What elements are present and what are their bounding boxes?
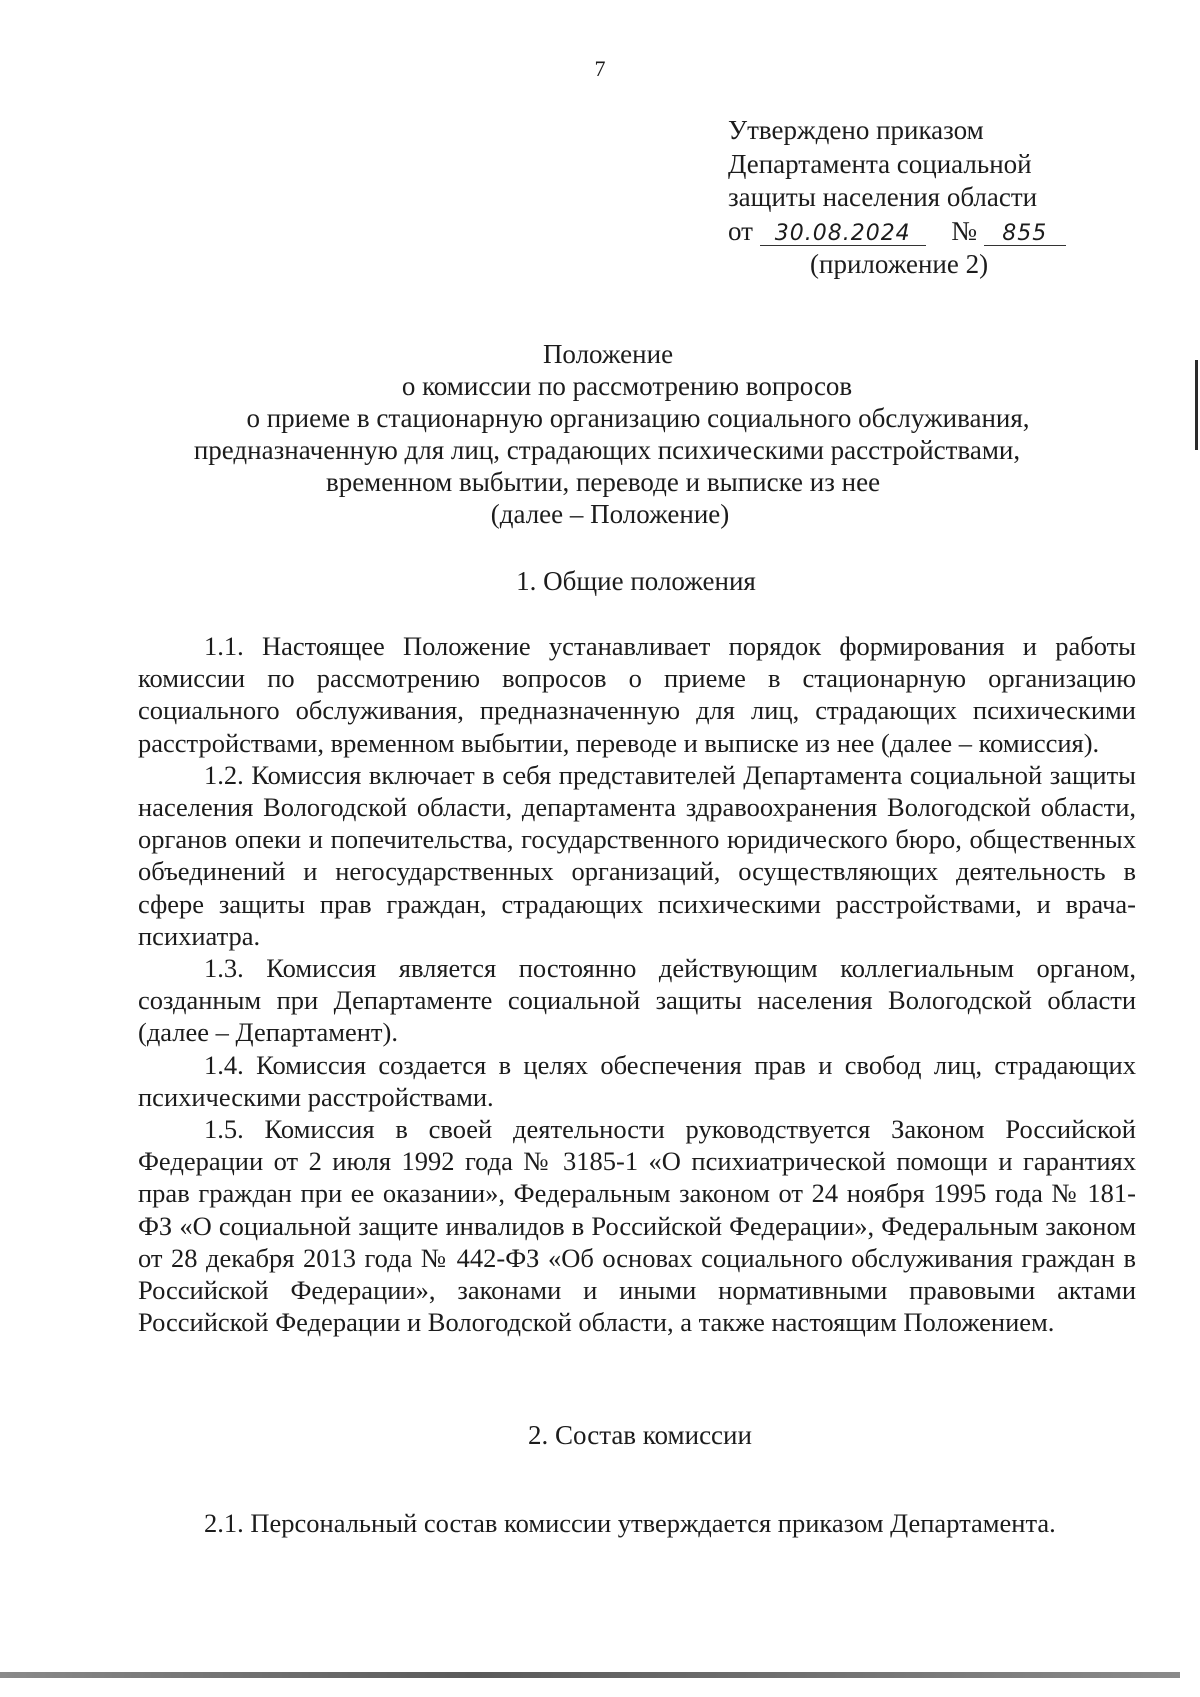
document-title bbox=[0, 338, 1200, 530]
approval-line-3: защиты населения области bbox=[728, 182, 1038, 212]
title-line-6: (далее – Положение) bbox=[490, 499, 730, 529]
appendix-label: (приложение 2) bbox=[810, 249, 989, 279]
approval-line-2: Департамента социальной bbox=[728, 148, 1032, 179]
paragraph-1-5: 1.5. Комиссия в своей деятельности руководствуется Законом Российской Федерации от 2 июля 1992 года № 3185-1 «О психиатрической помощи и гарантиях прав граждан при ее оказании», Федеральным законом от 24 ноября 1995 года № 181-ФЗ «О социальной защите инвалидов в Российской Федерации», Федеральным законом от 28 декабря 2013 года № 442-ФЗ «Об основах социального обслуживания граждан в Российской Федерации», законами и иными нормативными правовыми актами Российской Федерации и Вологодской области, а также настоящим Положением. bbox=[138, 1114, 1136, 1338]
title-line-1: Положение bbox=[542, 339, 674, 369]
approval-line-1: Утверждено приказом bbox=[728, 115, 984, 145]
paragraph-1-3: 1.3. Комиссия является постоянно действующим коллегиальным органом, созданным при Департаменте социальной защиты населения Вологодской области (далее – Департамент). bbox=[138, 953, 1136, 1048]
scan-bottom-shadow bbox=[0, 1672, 1180, 1678]
paragraph-1-4: 1.4. Комиссия создается в целях обеспечения прав и свобод лиц, страдающих психическими расстройствами. bbox=[138, 1049, 1136, 1112]
section-1-body bbox=[138, 630, 1136, 1338]
from-label: от bbox=[728, 215, 753, 246]
paragraph-1-1: 1.1. Настоящее Положение устанавливает порядок формирования и работы комиссии по рассмотрению вопросов о приеме в стационарную организацию социального обслуживания, предназначенную для лиц, страдающих психическими расстройствами, временном выбытии, переводе и выписке из нее (далее – комиссия). bbox=[138, 631, 1136, 758]
approval-stamp-block bbox=[728, 114, 1066, 282]
title-line-3: о приеме в стационарную организацию социального обслуживания, bbox=[246, 403, 1030, 433]
page-number: 7 bbox=[594, 56, 606, 81]
section-2-heading: 2. Состав комиссии bbox=[528, 1420, 752, 1450]
section-1-heading: 1. Общие положения bbox=[516, 566, 756, 596]
handwritten-date: 30.08.2024 bbox=[760, 223, 926, 246]
number-label: № bbox=[951, 215, 977, 246]
paragraph-2-1: 2.1. Персональный состав комиссии утверждается приказом Департамента. bbox=[204, 1508, 1056, 1538]
title-line-5: временном выбытии, переводе и выписке из нее bbox=[325, 467, 881, 497]
approval-date-number-line bbox=[728, 215, 1066, 249]
paragraph-1-2: 1.2. Комиссия включает в себя представителей Департамента социальной защиты населения Вологодской области, департамента здравоохранения Вологодской области, органов опеки и попечительства, государственного юридического бюро, общественных объединений и негосударственных организаций, осуществляющих деятельность в сфере защиты прав граждан, страдающих психическими расстройствами, и врача-психиатра. bbox=[138, 759, 1136, 951]
title-line-4: предназначенную для лиц, страдающих психическими расстройствами, bbox=[193, 435, 1021, 465]
handwritten-number: 855 bbox=[984, 223, 1066, 246]
scan-edge-mark bbox=[1195, 360, 1198, 450]
title-line-2: о комиссии по рассмотрению вопросов bbox=[401, 371, 853, 401]
